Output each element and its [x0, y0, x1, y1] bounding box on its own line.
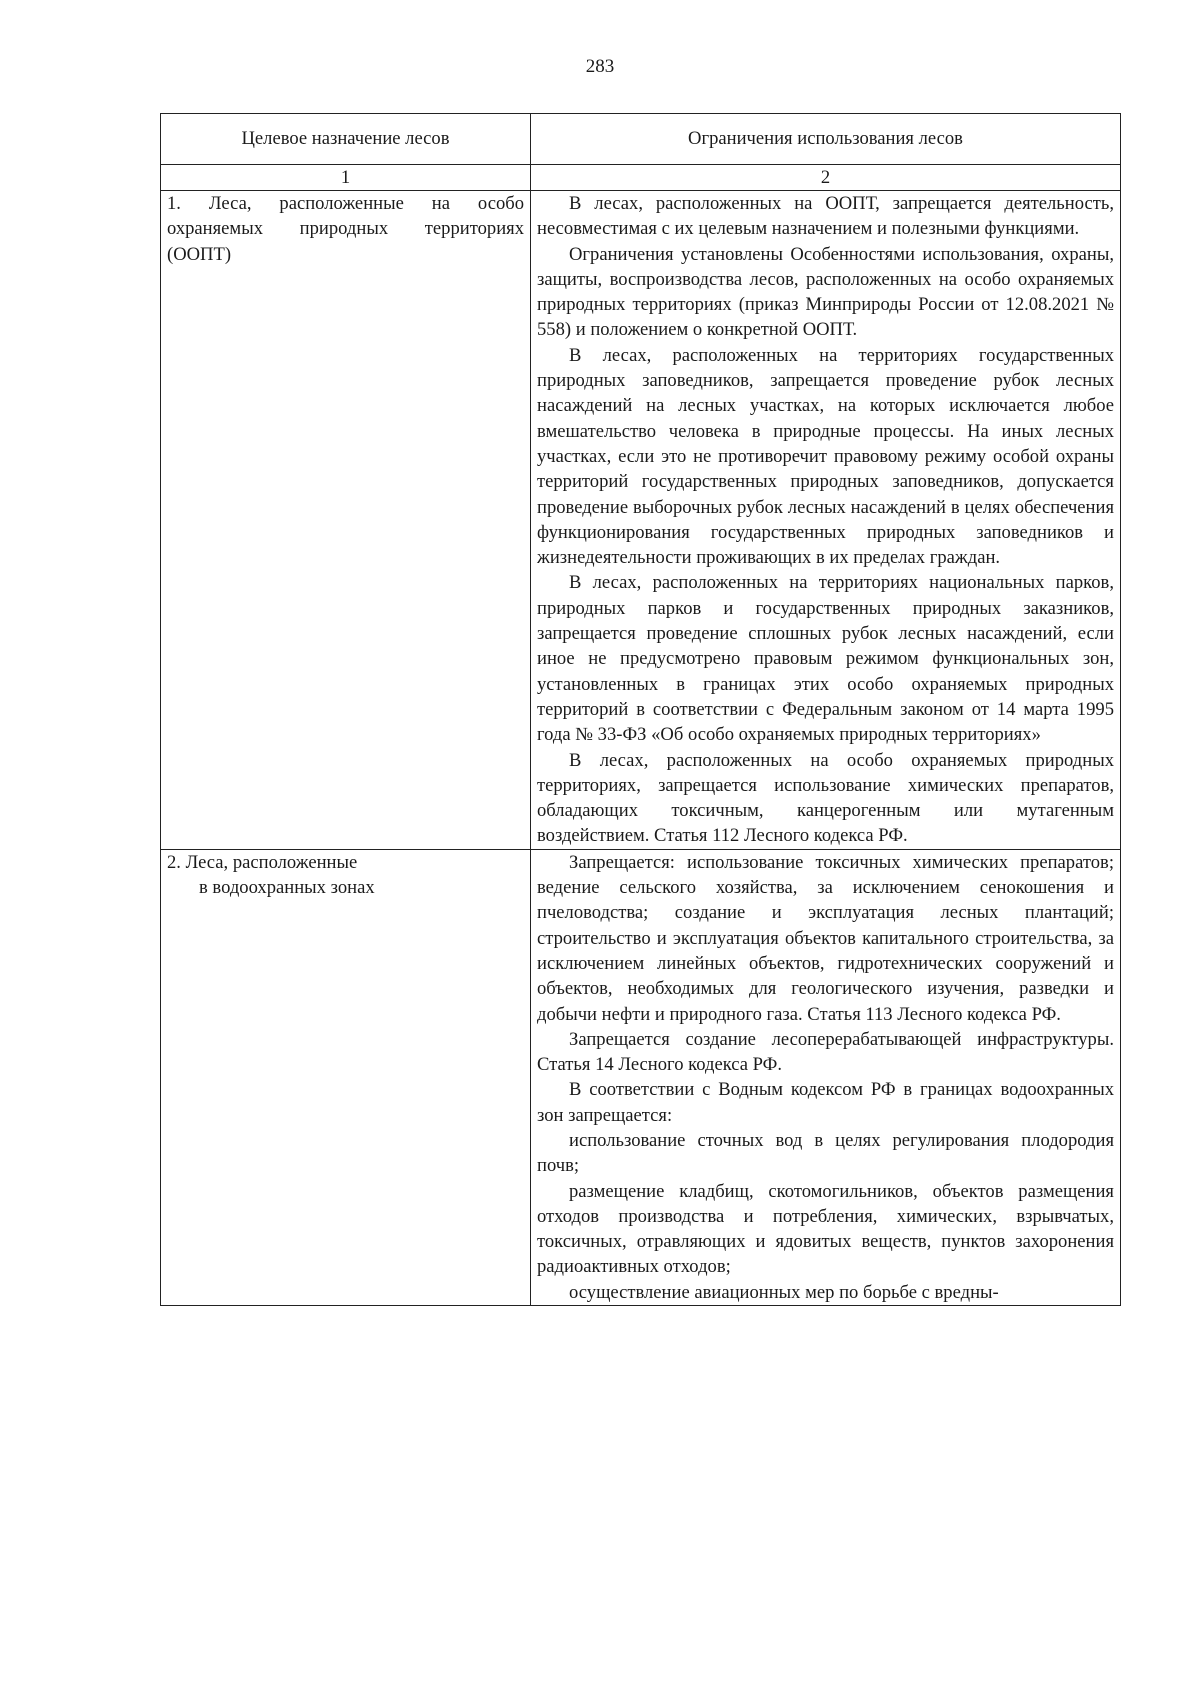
- table-row: [161, 849, 1121, 1305]
- restriction-paragraph: осуществление авиационных мер по борьбе с вредны-: [569, 1281, 999, 1303]
- table-row: [161, 191, 1121, 850]
- restriction-paragraph: Запрещается создание лесоперерабатывающей инфраструктуры. Статья 14 Лесного кодекса РФ.: [537, 1028, 1114, 1076]
- restriction-paragraph: В соответствии с Водным кодексом РФ в границах водоохранных зон запрещается:: [537, 1079, 1114, 1126]
- column-number: 1: [161, 165, 531, 191]
- restriction-paragraph: Ограничения установлены Особенностями использования, охраны, защиты, воспроизводства лесов, расположенных на особо охраняемых природных территориях (приказ Минприроды России от 12.08.2021 № 558) и положением о конкретной ООПТ.: [537, 243, 1114, 341]
- table-header-row: [161, 114, 1121, 165]
- forest-restrictions-cell: [531, 191, 1121, 850]
- restriction-paragraph: размещение кладбищ, скотомогильников, объектов размещения отходов производства и потребления, химических, взрывчатых, токсичных, отравляющих и ядовитых веществ, пунктов захоронения радиоактивных отходов;: [537, 1180, 1114, 1278]
- restriction-paragraph: В лесах, расположенных на ООПТ, запрещается деятельность, несовместимая с их целевым назначением и полезными функциями.: [537, 193, 1114, 240]
- forest-purpose-cell: 1. Леса, расположенные на особо охраняемых природных территориях (ООПТ): [161, 191, 531, 850]
- column-number: 2: [531, 165, 1121, 191]
- restriction-paragraph: Запрещается: использование токсичных химических препаратов; ведение сельского хозяйства, за исключением сенокошения и пчеловодства; создание и эксплуатация лесных плантаций; строительство и эксплуатация объектов капитального строительства, за исключением линейных объектов, гидротехнических сооружений и объектов, необходимых для геологического изучения, разведки и добычи нефти и природного газа. Статья 113 Лесного кодекса РФ.: [537, 851, 1114, 1025]
- purpose-line: 2. Леса, расположенные: [167, 851, 358, 873]
- forest-restrictions-table: [160, 113, 1121, 1306]
- restriction-paragraph: В лесах, расположенных на особо охраняемых природных территориях, запрещается использование химических препаратов, обладающих токсичным, канцерогенным или мутагенным воздействием. Статья 112 Лесного кодекса РФ.: [537, 749, 1114, 847]
- column-number-row: [161, 165, 1121, 191]
- restriction-paragraph: В лесах, расположенных на территориях национальных парков, природных парков и государственных природных заказников, запрещается проведение сплошных рубок лесных насаждений, если иное не предусмотрено правовым режимом функциональных зон, установленных в границах этих особо охраняемых природных территорий в соответствии с Федеральным законом от 14 марта 1995 года № 33-ФЗ «Об особо охраняемых природных территориях»: [537, 572, 1114, 746]
- restriction-paragraph: В лесах, расположенных на территориях государственных природных заповедников, запрещается проведение рубок лесных насаждений на лесных участках, на которых исключается любое вмешательство человека в природные процессы. На иных лесных участках, если это не противоречит правовому режиму особой охраны территорий государственных природных заповедников, допускается проведение выборочных рубок лесных насаждений в целях обеспечения функционирования государственных природных заповедников и жизнедеятельности проживающих в их пределах граждан.: [537, 344, 1114, 569]
- forest-purpose-cell: [161, 849, 531, 1305]
- forest-restrictions-cell: [531, 849, 1121, 1305]
- purpose-line: в водоохранных зонах: [199, 877, 375, 899]
- header-forest-purpose: Целевое назначение лесов: [161, 114, 531, 165]
- page-number: 283: [585, 56, 615, 77]
- restriction-paragraph: использование сточных вод в целях регулирования плодородия почв;: [537, 1129, 1114, 1177]
- header-forest-restrictions: Ограничения использования лесов: [531, 114, 1121, 165]
